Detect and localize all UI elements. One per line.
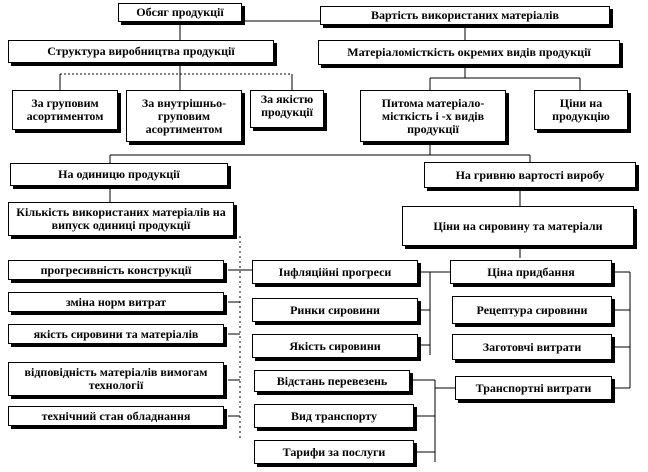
box-transport-type: Вид транспорту: [254, 404, 414, 428]
box-transport-costs: Транспортні витрати: [455, 376, 612, 400]
box-inflation: Інфляційні прогреси: [252, 260, 418, 284]
box-material-intensity: Матеріаломісткість окремих видів продукції: [318, 40, 620, 65]
box-equipment-state: технічний стан обладнання: [8, 406, 224, 426]
box-materials-cost: Вартість використаних матеріалів: [320, 6, 610, 25]
box-raw-recipe: Рецептура сировини: [452, 296, 612, 324]
box-per-unit: На одиницю продукції: [10, 163, 228, 186]
box-material-quality: якість сировини та матеріалів: [8, 324, 224, 344]
box-raw-quality: Якість сировини: [252, 334, 418, 358]
box-technology-compliance: відповідність матеріалів вимогам технології: [8, 362, 224, 396]
box-by-quality: За якістю продукції: [250, 90, 324, 128]
box-per-hryvnia: На гривню вартості виробу: [424, 162, 636, 188]
box-raw-material-prices: Ціни на сировину та матеріали: [402, 206, 634, 246]
box-norm-change: зміна норм витрат: [8, 292, 224, 312]
box-intragroup-assortment: За внутрішньо-груповим асортиментом: [126, 90, 242, 142]
box-service-tariffs: Тарифи за послуги: [254, 440, 414, 464]
box-production-structure: Структура виробництва продукції: [8, 40, 274, 63]
box-design-progressiveness: прогресивність конструкції: [8, 260, 224, 280]
box-group-assortment: За груповим асортиментом: [12, 90, 118, 130]
box-procurement-costs: Заготовчі витрати: [452, 334, 612, 360]
box-transport-distance: Відстань перевезень: [254, 370, 410, 392]
box-purchase-price: Ціна придбання: [450, 260, 612, 284]
box-materials-quantity: Кількість використаних матеріалів на випуск одиниці продукції: [8, 202, 234, 236]
box-specific-intensity: Питома матеріало-місткість і -х видів продукції: [360, 90, 506, 142]
box-raw-markets: Ринки сировини: [252, 298, 418, 322]
box-output-volume: Обсяг продукції: [118, 3, 242, 22]
box-product-prices: Ціни на продукцію: [534, 90, 628, 130]
